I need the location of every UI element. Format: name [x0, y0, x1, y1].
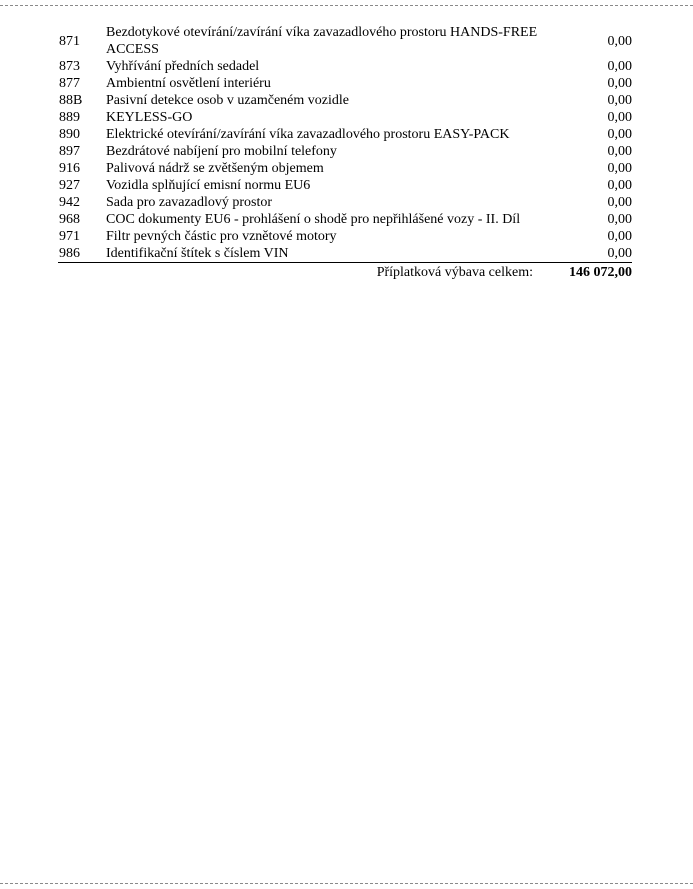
equipment-description: Filtr pevných částic pro vznětové motory: [106, 229, 337, 244]
equipment-description: Pasivní detekce osob v uzamčeném vozidle: [106, 93, 349, 108]
equipment-code: 986: [58, 245, 106, 263]
equipment-code: 971: [59, 229, 80, 244]
total-value: 146 072,00: [569, 265, 632, 280]
equipment-price: 0,00: [607, 229, 632, 244]
equipment-description: Vyhřívání předních sedadel: [106, 59, 260, 74]
equipment-price: 0,00: [548, 245, 632, 263]
table-row: [58, 245, 632, 263]
total-label: Příplatková výbava celkem:: [376, 265, 533, 280]
equipment-code: 871: [59, 33, 80, 49]
total-row: [58, 263, 632, 282]
optional-equipment-table: [58, 24, 632, 281]
equipment-code: 968: [59, 212, 80, 227]
equipment-price: 0,00: [607, 76, 632, 91]
table-row: [58, 75, 632, 92]
equipment-code: 942: [59, 195, 80, 210]
equipment-description: KEYLESS-GO: [106, 110, 193, 125]
equipment-price: 0,00: [607, 33, 632, 49]
equipment-code: 877: [59, 76, 80, 91]
equipment-price: 0,00: [607, 93, 632, 108]
equipment-code: 916: [59, 161, 80, 176]
equipment-price: 0,00: [607, 127, 632, 142]
equipment-code: 88B: [59, 93, 83, 108]
equipment-description: Bezdrátové nabíjení pro mobilní telefony: [106, 144, 337, 159]
equipment-code: 897: [59, 144, 80, 159]
equipment-code: 927: [59, 178, 80, 193]
table-row: [58, 177, 632, 194]
equipment-price: 0,00: [607, 59, 632, 74]
table-row: [58, 109, 632, 126]
table-row: [58, 58, 632, 75]
equipment-price: 0,00: [607, 195, 632, 210]
table-row: [58, 126, 632, 143]
table-row: [58, 92, 632, 109]
equipment-description: Identifikační štítek s číslem VIN: [106, 245, 548, 263]
equipment-description: COC dokumenty EU6 - prohlášení o shodě pro nepřihlášené vozy - II. Díl: [106, 212, 521, 227]
table-row: [58, 194, 632, 211]
equipment-description: Elektrické otevírání/zavírání víka zavazadlového prostoru EASY-PACK: [106, 127, 510, 142]
equipment-price: 0,00: [607, 144, 632, 159]
page-top-edge: [0, 5, 693, 6]
equipment-price: 0,00: [607, 212, 632, 227]
equipment-price: 0,00: [607, 110, 632, 125]
table-row: [58, 160, 632, 177]
equipment-code: 889: [59, 110, 80, 125]
equipment-description: Vozidla splňující emisní normu EU6: [106, 178, 311, 193]
page-bottom-edge: [0, 883, 693, 884]
equipment-description: Sada pro zavazadlový prostor: [106, 195, 272, 210]
equipment-code: 890: [59, 127, 80, 142]
equipment-code: 873: [59, 59, 80, 74]
equipment-price: 0,00: [607, 161, 632, 176]
equipment-price: 0,00: [607, 178, 632, 193]
equipment-description: Ambientní osvětlení interiéru: [106, 76, 271, 91]
table-row: [58, 228, 632, 245]
table-row: [58, 143, 632, 160]
table-row: [58, 24, 632, 58]
equipment-description: Bezdotykové otevírání/zavírání víka zavazadlového prostoru HANDS-FREE ACCESS: [106, 25, 538, 57]
table-row: [58, 211, 632, 228]
equipment-description: Palivová nádrž se zvětšeným objemem: [106, 161, 324, 176]
